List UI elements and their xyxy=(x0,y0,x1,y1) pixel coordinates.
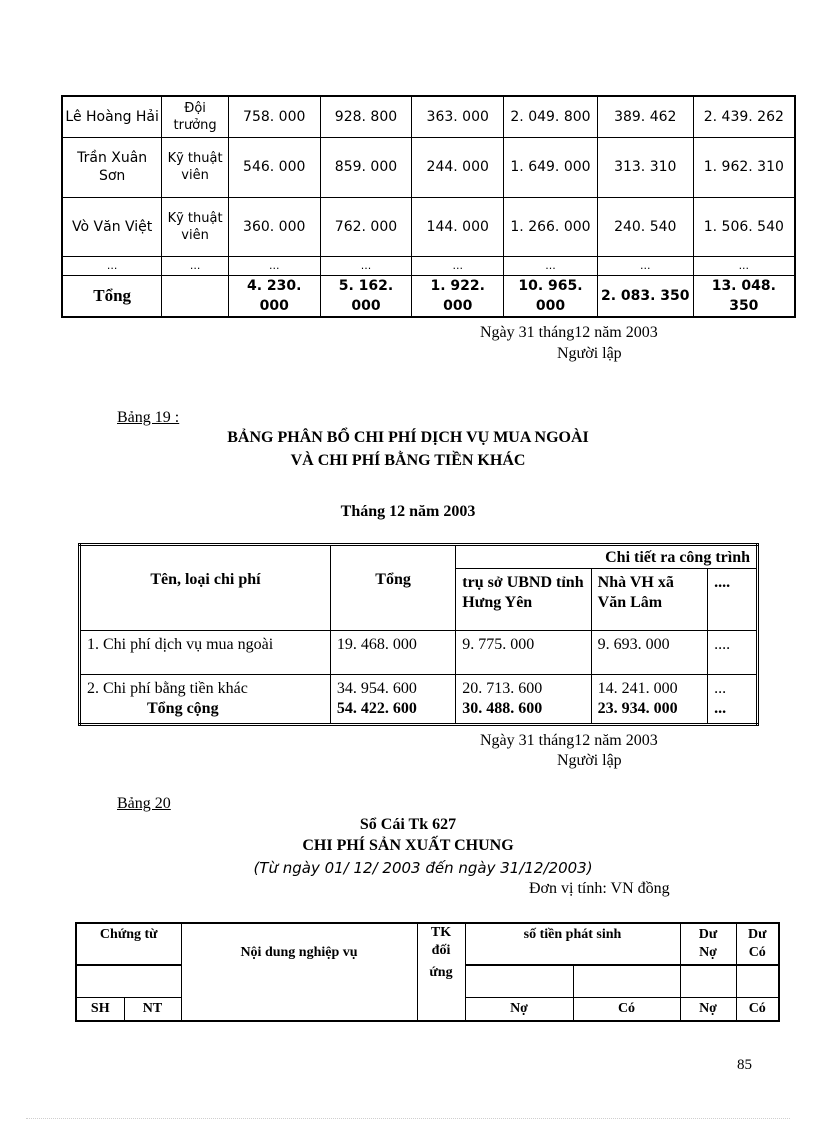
cost-more: ... xyxy=(714,680,727,697)
table-period: Tháng 12 năm 2003 xyxy=(340,503,476,520)
employee-name: Vò Văn Việt xyxy=(62,197,162,256)
employee-position: Đội trưởng xyxy=(162,96,229,137)
header-du-no-1: Dư xyxy=(698,927,718,942)
ellipsis-row xyxy=(62,256,795,275)
header-tk-ung: ứng xyxy=(429,965,453,980)
footer-divider xyxy=(26,1118,790,1119)
ledger-period: (Từ ngày 01/ 12/ 2003 đến ngày 31/12/2003) xyxy=(253,859,593,877)
total-cell xyxy=(330,675,455,725)
employee-position: Kỹ thuật viên xyxy=(162,197,229,256)
header-voucher: Chứng từ xyxy=(76,923,181,965)
value-cell: 313. 310 xyxy=(597,137,693,197)
table-row xyxy=(62,96,795,137)
header-nt: NT xyxy=(124,997,181,1021)
grand-total-project-1: 30. 488. 600 xyxy=(462,700,543,717)
cost-name: 2. Chi phí bằng tiền khác xyxy=(87,680,248,697)
cost-total: 34. 954. 600 xyxy=(336,680,417,697)
value-cell: 2. 049. 800 xyxy=(504,96,598,137)
header-row xyxy=(80,545,758,569)
cost-name-cell xyxy=(80,675,331,725)
total-position xyxy=(162,275,229,317)
ellipsis-cell: ... xyxy=(228,256,320,275)
ellipsis-cell: ... xyxy=(62,256,162,275)
ellipsis-cell: ... xyxy=(162,256,229,275)
empty-cell xyxy=(736,965,779,997)
salary-table xyxy=(61,95,796,318)
value-cell: 144. 000 xyxy=(412,197,504,256)
header-tk: TK xyxy=(430,925,452,940)
project-1-cell xyxy=(456,675,591,725)
header-sh: SH xyxy=(76,997,124,1021)
header-project-2: Nhà VH xã Văn Lâm xyxy=(591,569,707,631)
more-cell xyxy=(708,675,758,725)
value-cell: 546. 000 xyxy=(228,137,320,197)
employee-name: Lê Hoàng Hải xyxy=(62,96,162,137)
header-co: Có xyxy=(573,997,680,1021)
ellipsis-cell: ... xyxy=(693,256,795,275)
cost-project-2: 14. 241. 000 xyxy=(597,680,678,697)
table-row xyxy=(80,675,758,725)
employee-position: Kỹ thuật viên xyxy=(162,137,229,197)
header-no-2: Nợ xyxy=(680,997,736,1021)
value-cell: 859. 000 xyxy=(320,137,412,197)
total-value: 2. 083. 350 xyxy=(597,275,693,317)
value-cell: 928. 800 xyxy=(320,96,412,137)
header-du-co-cell xyxy=(736,923,779,965)
table-label: Bảng 20 xyxy=(117,795,171,812)
table-row xyxy=(62,197,795,256)
unit-label: Đơn vị tính: VN đồng xyxy=(529,880,670,897)
value-cell: 1. 649. 000 xyxy=(504,137,598,197)
table-title-line2: VÀ CHI PHÍ BẰNG TIỀN KHÁC xyxy=(290,452,526,469)
empty-cell xyxy=(76,965,181,997)
value-cell: 1. 506. 540 xyxy=(693,197,795,256)
header-co-2: Có xyxy=(736,997,779,1021)
table-label: Bảng 19 : xyxy=(117,409,180,426)
cost-total: 19. 468. 000 xyxy=(330,631,455,675)
header-no: Nợ xyxy=(465,997,573,1021)
grand-total-more: ... xyxy=(714,700,727,717)
total-value: 5. 162. 000 xyxy=(320,275,412,317)
header-du-co-1: Dư xyxy=(747,927,767,942)
ellipsis-cell: ... xyxy=(597,256,693,275)
total-value: 4. 230. 000 xyxy=(228,275,320,317)
sign-date: Ngày 31 tháng12 năm 2003 xyxy=(480,732,658,749)
empty-cell xyxy=(465,965,573,997)
sign-role: Người lập xyxy=(557,752,622,769)
header-detail: Chi tiết ra công trình xyxy=(456,545,758,569)
sign-role: Người lập xyxy=(557,345,622,362)
value-cell: 1. 962. 310 xyxy=(693,137,795,197)
header-du-co-2: Có xyxy=(748,945,766,960)
page-number: 85 xyxy=(737,1057,752,1073)
ledger-table xyxy=(75,922,780,1022)
ellipsis-cell: ... xyxy=(504,256,598,275)
header-tk-doi: đối xyxy=(431,943,451,958)
total-label: Tổng xyxy=(62,275,162,317)
total-value: 10. 965. 000 xyxy=(504,275,598,317)
project-2-cell xyxy=(591,675,707,725)
table-title: BẢNG PHÂN BỔ CHI PHÍ DỊCH VỤ MUA NGOÀI xyxy=(227,429,589,446)
header-cost-name: Tên, loại chi phí xyxy=(80,545,331,631)
value-cell: 1. 266. 000 xyxy=(504,197,598,256)
header-row xyxy=(76,923,779,965)
grand-total-project-2: 23. 934. 000 xyxy=(597,700,678,717)
total-value: 13. 048. 350 xyxy=(693,275,795,317)
cost-project-2: 9. 693. 000 xyxy=(591,631,707,675)
header-total: Tổng xyxy=(330,545,455,631)
ellipsis-cell: ... xyxy=(320,256,412,275)
header-tk-cell xyxy=(417,923,465,1021)
table-row xyxy=(80,631,758,675)
value-cell: 762. 000 xyxy=(320,197,412,256)
value-cell: 2. 439. 262 xyxy=(693,96,795,137)
grand-total-total: 54. 422. 600 xyxy=(336,700,417,717)
header-project-1: trụ sở UBND tỉnh Hưng Yên xyxy=(456,569,591,631)
table-row xyxy=(62,137,795,197)
cost-allocation-table xyxy=(78,543,759,726)
value-cell: 363. 000 xyxy=(412,96,504,137)
value-cell: 389. 462 xyxy=(597,96,693,137)
cost-project-1: 9. 775. 000 xyxy=(456,631,591,675)
value-cell: 240. 540 xyxy=(597,197,693,256)
sign-date: Ngày 31 tháng12 năm 2003 xyxy=(480,324,658,341)
grand-total-label: Tổng cộng xyxy=(147,700,219,717)
empty-cell xyxy=(680,965,736,997)
header-more: .... xyxy=(708,569,758,631)
ledger-subtitle: CHI PHÍ SẢN XUẤT CHUNG xyxy=(302,837,514,854)
ellipsis-cell: ... xyxy=(412,256,504,275)
header-du-no-2: Nợ xyxy=(699,945,717,960)
header-du-no-cell xyxy=(680,923,736,965)
value-cell: 360. 000 xyxy=(228,197,320,256)
header-content: Nội dung nghiệp vụ xyxy=(181,923,417,1021)
value-cell: 758. 000 xyxy=(228,96,320,137)
ledger-title: Sổ Cái Tk 627 xyxy=(359,816,457,833)
cost-name: 1. Chi phí dịch vụ mua ngoài xyxy=(80,631,331,675)
total-value: 1. 922. 000 xyxy=(412,275,504,317)
empty-cell xyxy=(573,965,680,997)
cost-project-1: 20. 713. 600 xyxy=(462,680,543,697)
header-amount: số tiền phát sinh xyxy=(465,923,680,965)
employee-name: Trần Xuân Sơn xyxy=(62,137,162,197)
cost-more: .... xyxy=(708,631,758,675)
value-cell: 244. 000 xyxy=(412,137,504,197)
total-row xyxy=(62,275,795,317)
